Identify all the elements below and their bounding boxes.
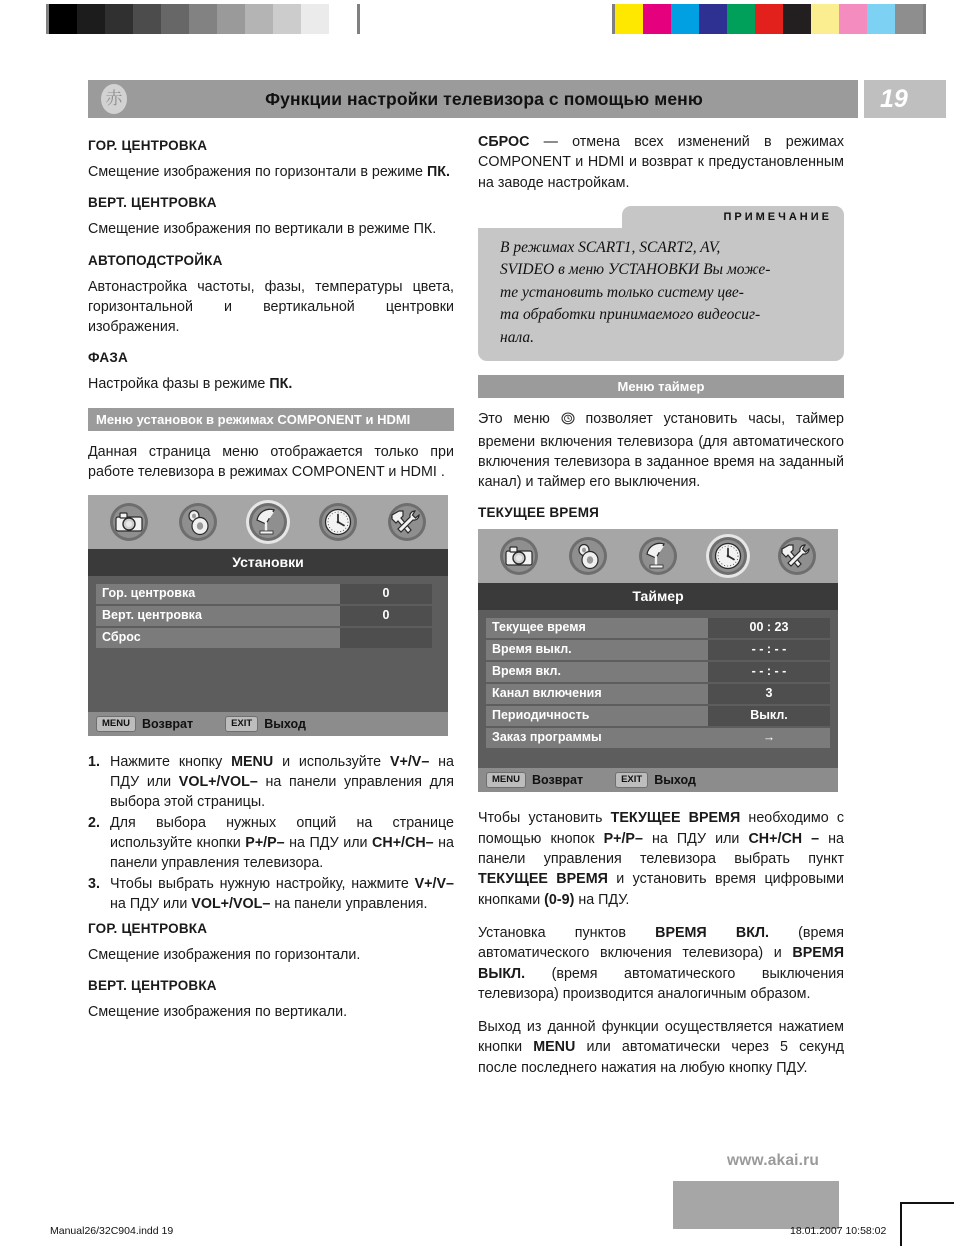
section-body-faza <box>88 374 454 394</box>
osd-row-value: 0 <box>340 606 432 626</box>
seal-glyph: 赤 <box>101 84 127 114</box>
timer-menu-intro <box>478 409 844 492</box>
page-title: Функции настройки телевизора с помощью меню <box>265 88 703 109</box>
note-line: нала. <box>500 328 535 346</box>
text-run-bold: VOL+/VOL– <box>178 774 258 791</box>
color-calibration-bar <box>612 4 926 34</box>
instruction-steps <box>88 752 454 914</box>
text-run: Для выбора нужных опций на странице используйте кнопки <box>110 815 454 852</box>
calibration-edge <box>357 4 360 34</box>
exit-key-label: Выход <box>654 773 696 788</box>
sound-speaker-icon[interactable] <box>566 534 610 578</box>
timer-clock-icon[interactable] <box>706 534 750 578</box>
component-hdmi-intro: Данная страница меню отображается только при работе телевизора в режимах COMPONENT и HDMI . <box>88 443 454 481</box>
note-line: SVIDEO в меню УСТАНОВКИ Вы може- <box>500 261 771 279</box>
calibration-swatch <box>755 4 783 34</box>
step-item <box>88 813 454 873</box>
text-run: Установка пунктов <box>478 924 656 941</box>
note-line: та обработки принимаемого видеосиг- <box>500 306 761 324</box>
osd-row[interactable] <box>96 606 440 626</box>
calibration-swatch <box>615 4 643 34</box>
calibration-swatch <box>727 4 755 34</box>
calibration-swatch <box>161 4 189 34</box>
menu-key-icon: MENU <box>486 772 526 788</box>
exit-key-icon: EXIT <box>615 772 648 788</box>
step-number: 1. <box>88 754 100 771</box>
calibration-swatch <box>895 4 923 34</box>
text-run-bold: ВРЕМЯ ВЫКЛ. <box>478 945 844 982</box>
bar-heading-timer-menu: Меню таймер <box>478 375 844 398</box>
osd-row-label: Гор. центровка <box>96 584 340 604</box>
footer-timestamp: 18.01.2007 10:58:02 <box>790 1225 887 1237</box>
installation-dish-icon[interactable] <box>246 500 290 544</box>
section-heading-gor-centrovka: ГОР. ЦЕНТРОВКА <box>88 138 208 153</box>
timer-clock-icon[interactable] <box>316 500 360 544</box>
osd-row[interactable] <box>486 706 830 726</box>
calibration-swatch <box>671 4 699 34</box>
text-run: необходимо с помощью кнопок <box>478 810 844 847</box>
osd-row-value: - - : - - <box>708 640 830 660</box>
section-heading-vert-centrovka: ВЕРТ. ЦЕНТРОВКА <box>88 195 217 211</box>
text-run-bold: CH+/CH– <box>372 835 434 852</box>
calibration-swatch <box>77 4 105 34</box>
calibration-swatch <box>245 4 273 34</box>
osd-footer <box>478 768 838 792</box>
tail-heading-vert-centrovka: ВЕРТ. ЦЕНТРОВКА <box>88 977 217 993</box>
calibration-swatch <box>699 4 727 34</box>
osd-screenshot-timer <box>478 529 838 792</box>
current-time-instructions <box>478 808 844 909</box>
osd-row-value <box>340 628 432 648</box>
text-run: или автоматически через 5 секунд после последнего нажатия на любую кнопку ПДУ. <box>478 1039 845 1076</box>
tail-body-vert-centrovka: Смещение изображения по вертикали. <box>88 1003 348 1020</box>
text-run: позволяет установить часы, таймер времени включения телевизора (для автоматического включения телевизора в заданное время на заданный канал) и таймер его выключения. <box>478 411 844 491</box>
calibration-edge <box>923 4 926 34</box>
osd-footer-exit[interactable] <box>615 772 696 788</box>
osd-row-value: - - : - - <box>708 662 830 682</box>
left-column <box>88 138 454 1022</box>
osd-icon-strip <box>88 495 448 549</box>
section-body-gor-centrovka <box>88 162 454 182</box>
menu-key-label: Возврат <box>141 717 194 732</box>
osd-row-value: 3 <box>708 684 830 704</box>
osd-icon-strip <box>478 529 838 583</box>
text-run-bold: ПК. <box>426 164 450 180</box>
osd-row-value: 00 : 23 <box>708 618 830 638</box>
osd-row-label: Периодичность <box>486 706 708 726</box>
osd-row[interactable] <box>486 640 830 660</box>
crop-mark-vertical <box>900 1202 902 1246</box>
osd-row-label: Канал включения <box>486 684 708 704</box>
section-body-vert-centrovka: Смещение изображения по вертикали в режиме ПК. <box>88 221 437 238</box>
crop-mark-horizontal <box>902 1202 954 1204</box>
text-run-bold: ТЕКУЩЕЕ ВРЕМЯ <box>478 871 608 888</box>
calibration-swatch <box>839 4 867 34</box>
text-run: на ПДУ или <box>284 835 373 852</box>
osd-row-label: Текущее время <box>486 618 708 638</box>
akai-website-url[interactable]: www.akai.ru <box>727 1152 820 1169</box>
menu-key-label: Возврат <box>531 773 584 788</box>
osd-row[interactable] <box>96 628 440 648</box>
setup-tools-icon[interactable] <box>385 500 429 544</box>
text-run-bold: ВРЕМЯ ВКЛ. <box>655 924 769 941</box>
footer-file-info: Manual26/32C904.indd 19 <box>50 1225 174 1237</box>
grayscale-calibration-bar <box>46 4 360 34</box>
text-run: Смещение изображения по горизонтали в режиме <box>88 164 427 180</box>
osd-row-value: Выкл. <box>708 706 830 726</box>
osd-row-label: Заказ программы <box>486 728 708 748</box>
text-run: на ПДУ или <box>110 754 454 791</box>
osd-row-list <box>88 576 448 648</box>
page-header <box>88 80 858 118</box>
text-run: Выход из данной функции осуществляется нажатием кнопки <box>478 1019 844 1056</box>
tail-body-gor-centrovka: Смещение изображения по горизонтали. <box>88 946 361 963</box>
exit-instructions <box>478 1017 844 1078</box>
text-run: Настройка фазы в режиме <box>88 376 270 393</box>
heading-current-time: ТЕКУЩЕЕ ВРЕМЯ <box>478 505 600 521</box>
section-heading-avtopodstroyka: АВТОПОДСТРОЙКА <box>88 252 223 268</box>
osd-title: Установки <box>88 549 448 576</box>
text-run: Чтобы установить <box>478 810 611 827</box>
step-item <box>88 752 454 812</box>
text-run-bold: P+/P– <box>603 830 643 847</box>
osd-footer-menu[interactable] <box>486 772 583 788</box>
calibration-swatch <box>105 4 133 34</box>
osd-footer-exit[interactable] <box>225 716 306 732</box>
page-number: 19 <box>864 80 946 118</box>
calibration-swatch <box>811 4 839 34</box>
akai-seal-logo <box>88 84 140 114</box>
osd-empty-area <box>88 650 448 712</box>
osd-row[interactable] <box>486 684 830 704</box>
text-run-bold: VOL+/VOL– <box>191 896 271 913</box>
calibration-swatch <box>329 4 357 34</box>
bar-heading-component-hdmi: Меню установок в режимах COMPONENT и HDMI <box>88 408 454 431</box>
osd-row-value: 0 <box>340 584 432 604</box>
note-body <box>478 228 844 361</box>
text-run-bold: ПК. <box>269 376 293 393</box>
footer-gray-block <box>673 1181 839 1229</box>
installation-dish-icon[interactable] <box>636 534 680 578</box>
text-run: Чтобы выбрать нужную настройку, нажмите <box>110 876 415 893</box>
osd-row-label: Верт. центровка <box>96 606 340 626</box>
picture-camera-icon[interactable] <box>497 534 541 578</box>
calibration-swatch <box>189 4 217 34</box>
text-run-bold: (0-9) <box>544 891 575 908</box>
osd-row-value-arrow: → <box>708 728 830 748</box>
osd-row-label: Сброс <box>96 628 340 648</box>
step-number: 2. <box>88 815 100 832</box>
right-column <box>478 132 844 1078</box>
text-run: Это меню <box>478 411 561 428</box>
menu-key-icon: MENU <box>96 716 136 732</box>
osd-row-label: Время выкл. <box>486 640 708 660</box>
calibration-swatch <box>643 4 671 34</box>
exit-key-icon: EXIT <box>225 716 258 732</box>
text-run-bold: V+/V– <box>389 754 430 771</box>
osd-row[interactable] <box>96 584 440 604</box>
osd-row[interactable] <box>486 662 830 682</box>
text-run: (время автоматического включения телевизора) и <box>478 924 845 962</box>
text-run: на панели управления телевизора выбрать пункт <box>478 830 845 868</box>
on-off-time-instructions <box>478 923 844 1004</box>
text-run: и установить время цифровыми кнопками <box>478 871 844 908</box>
exit-key-label: Выход <box>264 717 306 732</box>
osd-footer-menu[interactable] <box>96 716 193 732</box>
text-run-bold: СБРОС <box>478 134 530 150</box>
clock-inline-icon <box>561 411 575 431</box>
calibration-swatch <box>301 4 329 34</box>
text-run: — отмена всех изменений в режимах COMPONENT и HDMI и возврат к предустановленным на заводе настройкам. <box>478 134 844 191</box>
tail-heading-gor-centrovka: ГОР. ЦЕНТРОВКА <box>88 920 208 936</box>
text-run: на панели управления. <box>270 896 428 913</box>
step-item <box>88 874 454 914</box>
calibration-swatch <box>867 4 895 34</box>
calibration-swatch <box>49 4 77 34</box>
text-run: на ПДУ или <box>642 830 749 847</box>
text-run: на ПДУ или <box>110 896 192 913</box>
osd-title: Таймер <box>478 583 838 610</box>
text-run-bold: V+/V– <box>414 876 454 893</box>
step-number: 3. <box>88 876 100 893</box>
text-run: на ПДУ. <box>574 891 630 908</box>
text-run-bold: ТЕКУЩЕЕ ВРЕМЯ <box>610 810 741 827</box>
section-heading-faza: ФАЗА <box>88 350 128 366</box>
section-body-avtopodstroyka: Автонастройка частоты, фазы, температуры цвета, горизонтальной и вертикальной центровки изображения. <box>88 278 454 336</box>
text-run-bold: MENU <box>533 1039 576 1056</box>
calibration-swatch <box>273 4 301 34</box>
reset-paragraph <box>478 132 844 193</box>
text-run: на панели управления телевизора. <box>110 835 454 872</box>
text-run: на панели управления для выбора этой страницы. <box>110 774 454 811</box>
note-line: В режимах SCART1, SCART2, AV, <box>500 238 721 256</box>
osd-footer <box>88 712 448 736</box>
text-run: и используйте <box>273 754 390 771</box>
note-line: те установить только систему цве- <box>500 283 744 301</box>
calibration-swatch <box>783 4 811 34</box>
text-run: (время автоматического выключения телевизора) производится аналогичным образом. <box>478 965 844 1002</box>
text-run-bold: P+/P– <box>245 835 285 852</box>
note-tab-label: ПРИМЕЧАНИЕ <box>622 206 844 228</box>
osd-screenshot-setup <box>88 495 448 736</box>
note-callout <box>478 206 844 361</box>
setup-tools-icon[interactable] <box>775 534 819 578</box>
text-run: Нажмите кнопку <box>110 754 232 771</box>
text-run-bold: MENU <box>231 754 274 771</box>
osd-row[interactable] <box>486 728 830 748</box>
calibration-swatch <box>217 4 245 34</box>
picture-camera-icon[interactable] <box>107 500 151 544</box>
sound-speaker-icon[interactable] <box>176 500 220 544</box>
osd-row-list <box>478 610 838 748</box>
osd-row[interactable] <box>486 618 830 638</box>
osd-empty-area <box>478 750 838 768</box>
osd-row-label: Время вкл. <box>486 662 708 682</box>
text-run-bold: CH+/CH – <box>748 830 820 847</box>
calibration-swatch <box>133 4 161 34</box>
